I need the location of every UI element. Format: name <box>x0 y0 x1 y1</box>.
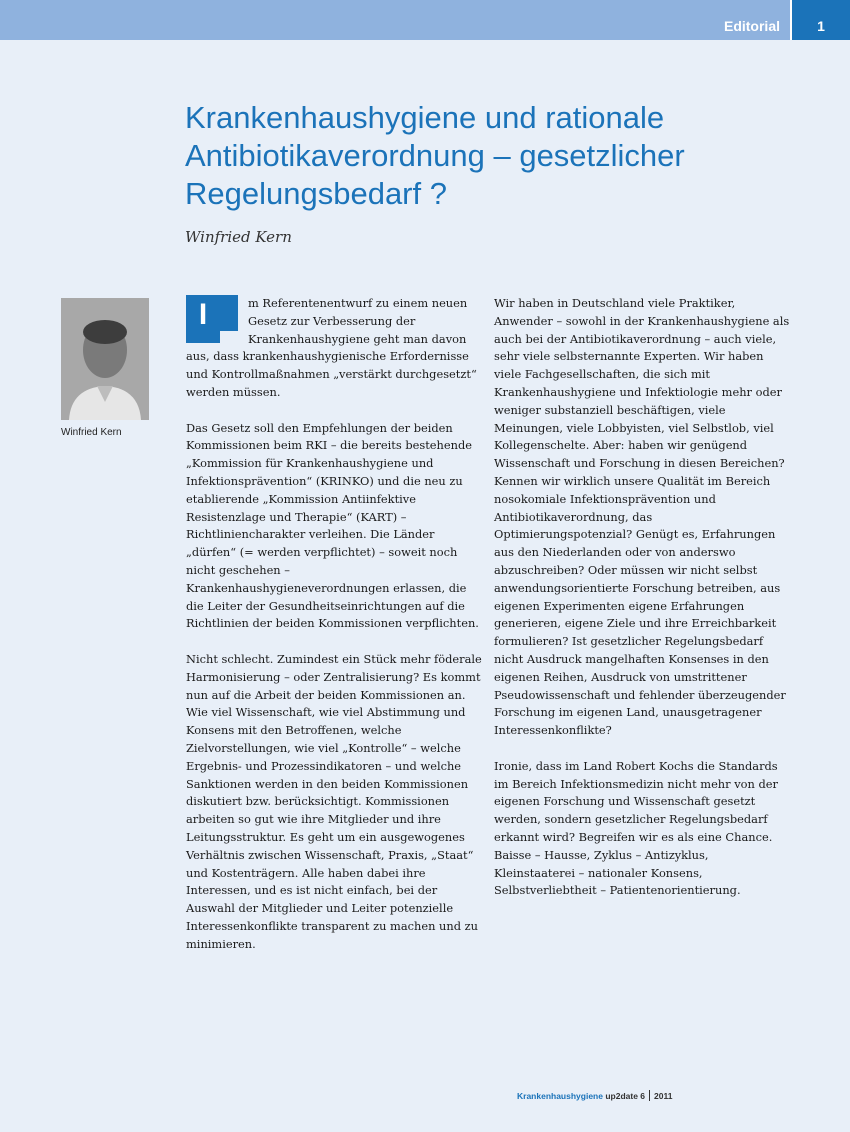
paragraph: m Referentenentwurf zu einem neuen Gesetz zur Verbesserung der Krankenhaushygiene geht man davon aus, dass krankenhaushygienische Erfordernisse und Kontrollmaßnahmen „verstärkt durchgesetzt“ werden müssen. <box>186 296 477 399</box>
article-title: Krankenhaushygiene und rationale Antibiotikaverordnung – gesetzlicher Regelungsbedarf ? <box>185 100 685 211</box>
footer-journal: Krankenhaushygiene <box>517 1091 603 1101</box>
footer-edition: up2date 6 <box>605 1091 646 1101</box>
author-photo <box>61 298 149 420</box>
page-footer <box>517 1090 673 1101</box>
dropcap: I <box>186 295 240 345</box>
article-author: Winfried Kern <box>185 228 292 246</box>
footer-year: 2011 <box>654 1091 673 1101</box>
header-bar <box>0 0 850 40</box>
paragraph: Das Gesetz soll den Empfehlungen der beiden Kommissionen beim RKI – die bereits bestehende „Kommission für Krankenhaushygiene und Infektionsprävention“ (KRINKO) und die neu zu etablierende „Kommission Antiinfektive Resistenzlage und Therapie“ (KART) – Richtliniencharakter verleihen. Die Länder „dürfen“ (= werden verpflichtet) – soweit noch nicht geschehen – Krankenhaushygieneverordnungen erlassen, die die Leiter der Gesundheitseinrichtungen auf die Richtlinien der beiden Kommissionen verpflichten. <box>186 420 479 631</box>
text-column-1 <box>186 295 482 971</box>
photo-caption: Winfried Kern <box>61 427 122 438</box>
paragraph: Nicht schlecht. Zumindest ein Stück mehr föderale Harmonisierung – oder Zentralisierung? Es kommt nun auf die Arbeit der beiden Kommissionen an. Wie viel Wissenschaft, wie viel Abstimmung und Konsens mit den Betroffenen, welche Zielvorstellungen, wie viel „Kontrolle“ – welche Ergebnis- und Prozessindikatoren – und welche Sanktionen werden in den beiden Kommissionen diskutiert bzw. berücksichtigt. Kommissionen arbeiten so gut wie ihre Mitglieder und ihre Leitungsstruktur. Es geht um ein ausgewogenes Verhältnis zwischen Wissenschaft, Praxis, „Staat“ und Kostenträgern. Alle haben dabei ihre Interessen, und es ist nicht einfach, bei der Auswahl der Mitglieder und Leiter potenzielle Interessenkonflikte transparent zu machen und zu minimieren. <box>186 651 482 951</box>
section-label: Editorial <box>723 18 780 34</box>
paragraph: Ironie, dass im Land Robert Kochs die Standards im Bereich Infektionsmedizin nicht mehr von der eigenen Forschung und Wissenschaft gesetzt werden, sondern gesetzlicher Regelungsbedarf erkannt wird? Begreifen wir es als eine Chance. Baisse – Hausse, Zyklus – Antizyklus, Kleinstaaterei – nationaler Konsens, Selbstverliebtheit – Patientenorientierung. <box>494 758 778 898</box>
paragraph: Wir haben in Deutschland viele Praktiker, Anwender – sowohl in der Krankenhaushygiene als auch bei der Antibiotikaverordnung – auch viele, sehr viele selbsternannte Experten. Wir haben viele Fachgesellschaften, die sich mit Krankenhaushygiene und Infektiologie mehr oder weniger substanziell beschäftigen, viele Meinungen, viele Lobbyisten, viel Selbstlob, viel Kollegenschelte. Aber: haben wir genügend Wissenschaft und Forschung in diesen Bereichen? Kennen wir wirklich unsere Qualität im Bereich nosokomiale Infektionsprävention und Antibiotikaverordnung, das Optimierungspotenzial? Genügt es, Erfahrungen aus den Niederlanden oder von anderswo abzuschreiben? Oder müssen wir nicht selbst anwendungsorientierte Forschung betreiben, aus eigenen Experimenten eigene Erfahrungen generieren, eigene Ziele und ihre Erreichbarkeit formulieren? Ist gesetzlicher Regelungsbedarf nicht Ausdruck mangelhaften Konsenses in den eigenen Reihen, Ausdruck von umstrittener Pseudowissenschaft und fehlender überzeugender Forschung im eigenen Land, unausgetragener Interessenkonflikte? <box>494 296 790 738</box>
text-column-2 <box>494 295 790 918</box>
page-number: 1 <box>790 0 850 40</box>
